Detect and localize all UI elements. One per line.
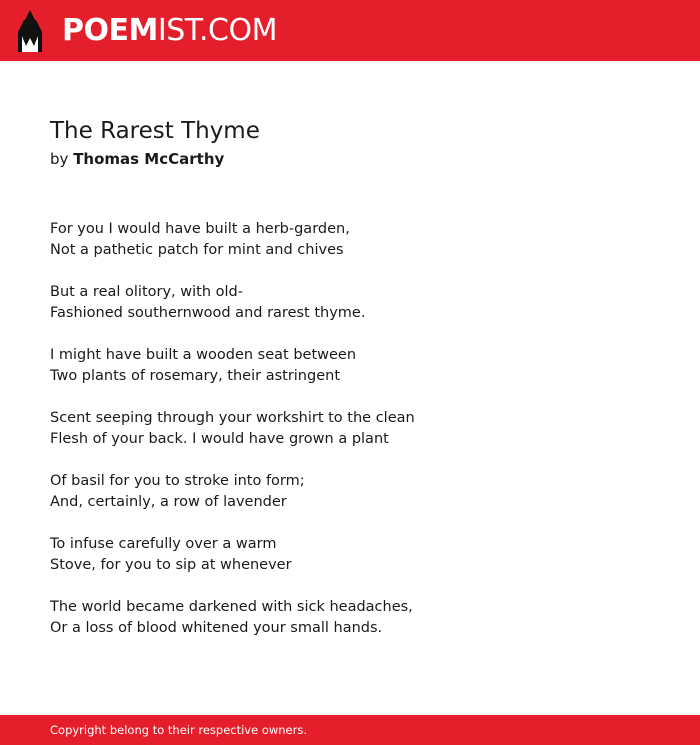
poem-author: Thomas McCarthy	[73, 150, 225, 168]
poem-line: Of basil for you to stroke into form;	[50, 473, 305, 489]
poem-line: To infuse carefully over a warm	[50, 536, 277, 552]
site-footer	[0, 715, 700, 745]
stanza	[50, 219, 650, 261]
stanza	[50, 282, 650, 324]
poem-line: For you I would have built a herb-garden,	[50, 221, 350, 237]
poem-byline	[50, 148, 650, 170]
poem-line: But a real olitory, with old-	[50, 284, 243, 300]
poem-body	[50, 219, 650, 639]
poem-line: Flesh of your back. I would have grown a plant	[50, 431, 389, 447]
poem-line: Stove, for you to sip at whenever	[50, 557, 292, 573]
poem-line: Fashioned southernwood and rarest thyme.	[50, 305, 366, 321]
poem-line: Or a loss of blood whitened your small hands.	[50, 620, 383, 636]
byline-prefix: by	[50, 150, 69, 168]
stanza	[50, 408, 650, 450]
poem-line: The world became darkened with sick headaches,	[50, 599, 413, 615]
site-brand	[62, 9, 277, 53]
poem-line: Not a pathetic patch for mint and chives	[50, 242, 344, 258]
stanza	[50, 471, 650, 513]
stanza	[50, 345, 650, 387]
poem-line: Two plants of rosemary, their astringent	[50, 368, 340, 384]
brand-light-part: IST.COM	[157, 13, 277, 48]
poem-content	[50, 114, 650, 660]
home-logo-link[interactable]	[18, 9, 277, 53]
stanza	[50, 534, 650, 576]
stanza	[50, 597, 650, 639]
pencil-icon	[18, 10, 42, 52]
brand-bold-part: POEM	[62, 13, 158, 48]
poem-line: I might have built a wooden seat between	[50, 347, 357, 363]
poem-line: Scent seeping through your workshirt to the clean	[50, 410, 415, 426]
poem-line: And, certainly, a row of lavender	[50, 494, 287, 510]
copyright-notice: Copyright belong to their respective owners.	[50, 723, 308, 737]
site-header	[0, 0, 700, 61]
poem-title: The Rarest Thyme	[50, 118, 260, 144]
